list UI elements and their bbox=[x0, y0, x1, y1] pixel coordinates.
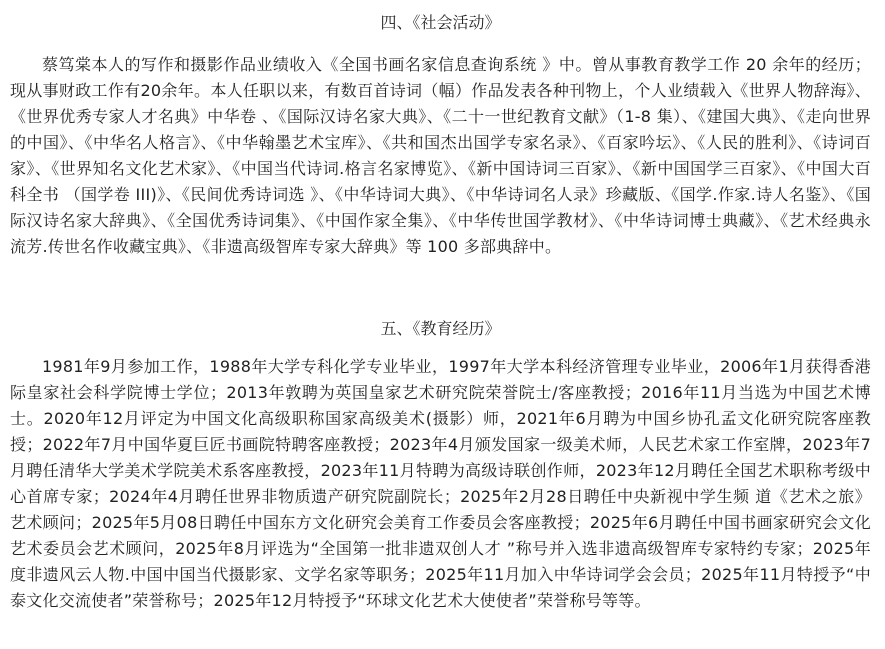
section-heading-social-activities: 四、《社会活动》 bbox=[380, 13, 501, 32]
social-activities-paragraph: 蔡笃棠本人的写作和摄影作品业绩收入《全国书画名家信息查询系统 》中。曾从事教育教学工作 20 余年的经历；现从事财政工作有20余年。本人任职以来，有数百首诗词（幅）作品发表各种刊物上，个人业绩载入《世界人物辞海》、《世界优秀专家人才名典》中华卷 、《国际汉诗名家大典》、《二十一世纪教育文献》（1-8 集）、《建国大典》、《走向世界的中国》、《中华名人格言》、《中华翰墨艺术宝库》、《共和国杰出国学专家名录》、《百家吟坛》、《人民的胜利》、《诗词百家》、《世界知名文化艺术家》、《中国当代诗词.格言名家博览》、《新中国诗词三百家》、《新中国国学三百家》、《中国大百科全书 （国学卷 III)》、《民间优秀诗词选 》、《中华诗词大典》、《中华诗词名人录》珍藏版、《国学.作家.诗人名鉴》、《国际汉诗名家大辞典》、《全国优秀诗词集》、《中国作家全集》、《中华传世国学教材》、《中华诗词博士典藏》、《艺术经典永流芳.传世名作收藏宝典》、《非遗高级智库专家大辞典》等 100 多部典辞中。 bbox=[10, 55, 871, 256]
section-heading-education: 五、《教育经历》 bbox=[380, 319, 501, 338]
education-paragraph: 1981年9月参加工作，1988年大学专科化学专业毕业，1997年大学本科经济管理专业毕业，2006年1月获得香港际皇家社会科学院博士学位；2013年敦聘为英国皇家艺术研究院荣誉院士/客座教授；2016年11月当选为中国艺术博士。2020年12月评定为中国文化高级职称国家高级美术(摄影）师，2021年6月聘为中国乡协孔孟文化研究院客座教授；2022年7月中国华夏巨匠书画院特聘客座教授；2023年4月颁发国家一级美术师，人民艺术家工作室牌，2023年7月聘任清华大学美术学院美术系客座教授，2023年11月特聘为高级诗联创作师，2023年12月聘任全国艺术职称考级中心首席专家；2024年4月聘任世界非物质遗产研究院副院长；2025年2月28日聘任中央新视中学生频 道《艺术之旅》艺术顾问；2025年5月08日聘任中国东方文化研究会美育工作委员会客座教授；2025年6月聘任中国书画家研究会文化艺术委员会艺术顾问，2025年8月评选为“全国第一批非遗双创人才 ”称号并入选非遗高级智库专家特约专家；2025年度非遗风云人物.中国中国当代摄影家、文学名家等职务；2025年11月加入中华诗词学会会员；2025年11月特授予“中泰文化交流使者”荣誉称号；2025年12月特授予“环球文化艺术大使使者”荣誉称号等等。 bbox=[10, 357, 871, 610]
